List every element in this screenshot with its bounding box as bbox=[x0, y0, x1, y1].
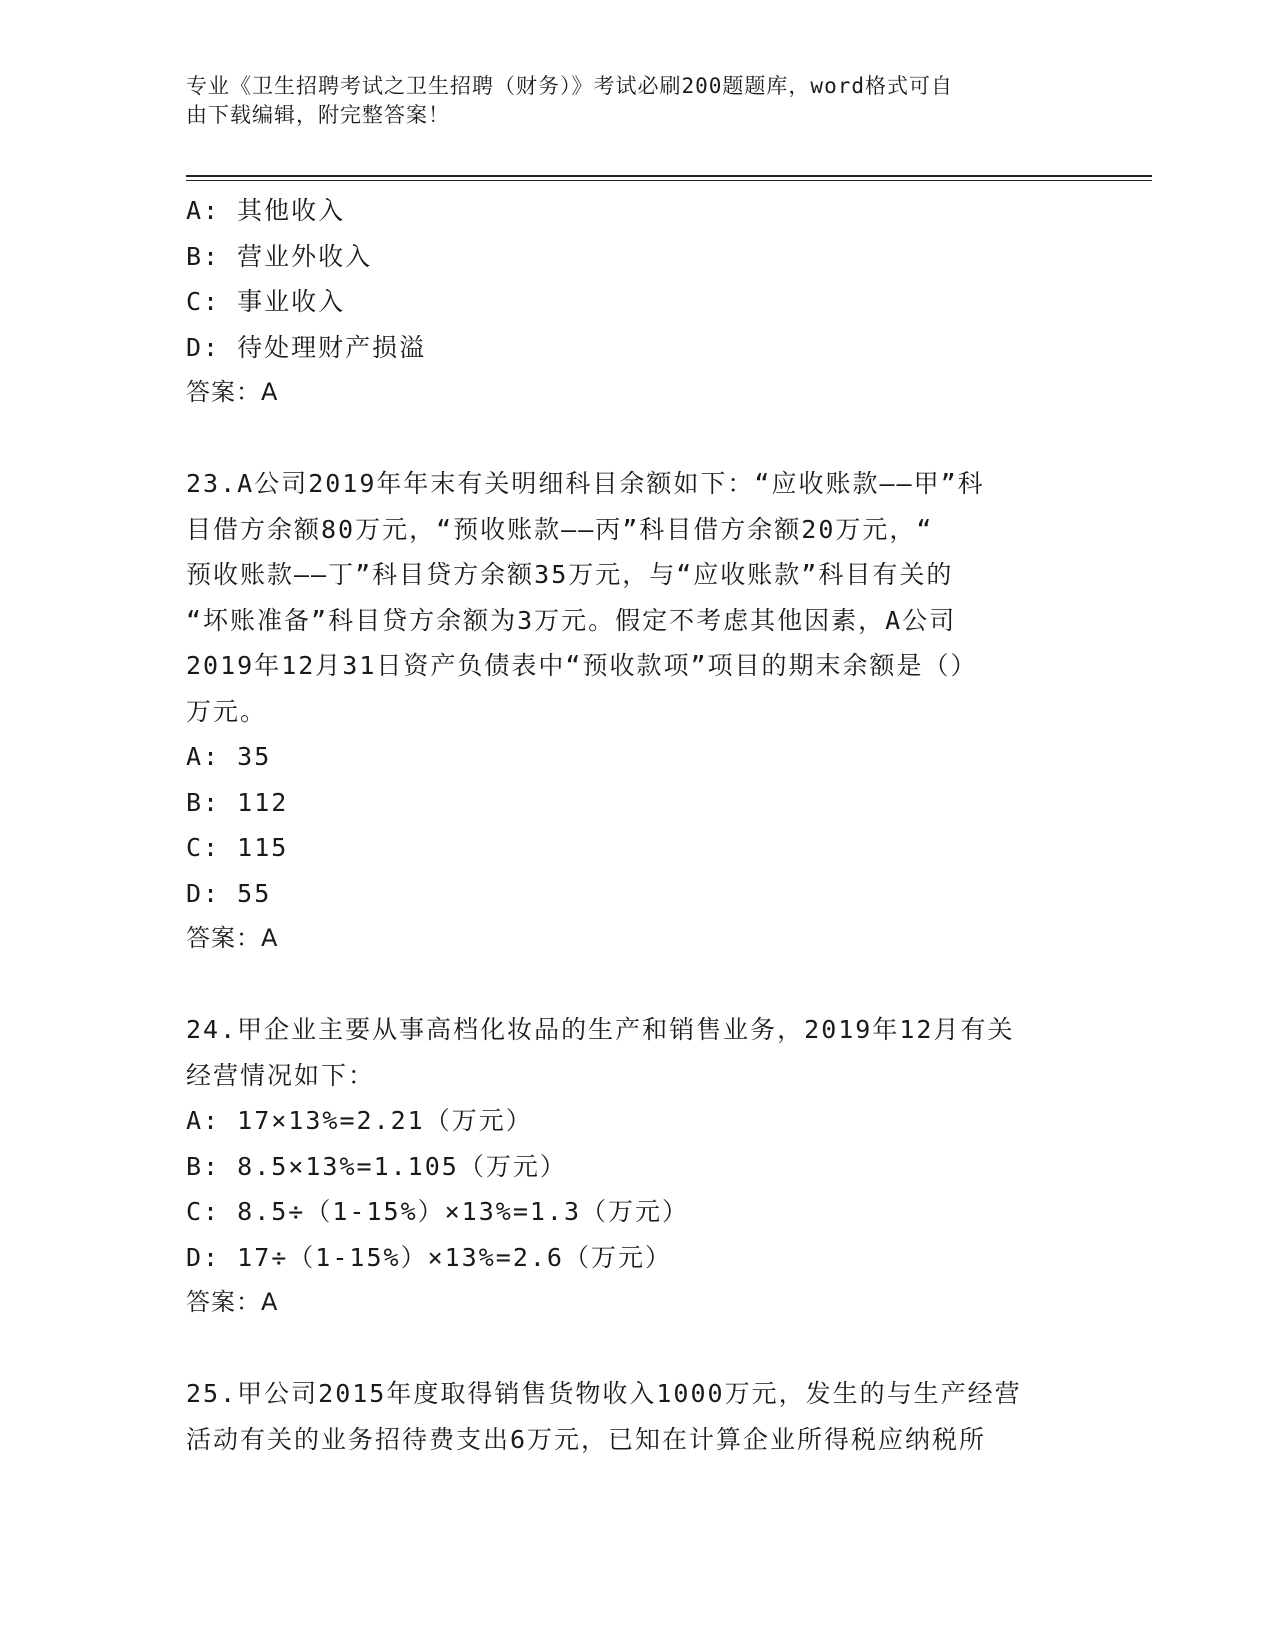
option-b: B: 8.5×13%=1.105（万元） bbox=[186, 1151, 567, 1181]
option-c: C: 8.5÷（1-15%）×13%=1.3（万元） bbox=[186, 1197, 690, 1226]
question-text bbox=[186, 1007, 1066, 1098]
option-a: A: 17×13%=2.21（万元） bbox=[186, 1106, 533, 1135]
question-line: 2019年12月31日资产负债表中“预收款项”项目的期末余额是（） bbox=[186, 651, 978, 680]
option-a: A: 其他收入 bbox=[186, 196, 346, 225]
question-line: 24.甲企业主要从事高档化妆品的生产和销售业务，2019年12月有关 bbox=[186, 1015, 1015, 1044]
option-b: B: 营业外收入 bbox=[186, 241, 373, 271]
spacer bbox=[186, 416, 1086, 462]
answer-line: 答案：A bbox=[186, 924, 279, 952]
option-a: A: 35 bbox=[186, 742, 272, 771]
document-body bbox=[186, 188, 1086, 1462]
document-header bbox=[186, 72, 1066, 130]
question-line: 活动有关的业务招待费支出6万元，已知在计算企业所得税应纳税所 bbox=[186, 1424, 987, 1454]
question-text bbox=[186, 461, 1066, 734]
option-c: C: 115 bbox=[186, 833, 289, 862]
question-line: 目借方余额80万元，“预收账款——丙”科目借方余额20万元，“ bbox=[186, 514, 934, 544]
spacer bbox=[186, 1326, 1086, 1372]
spacer bbox=[186, 962, 1086, 1008]
header-rule-thin bbox=[186, 180, 1152, 181]
question-line: 23.A公司2019年年末有关明细科目余额如下：“应收账款——甲”科 bbox=[186, 469, 985, 498]
question-line: “坏账准备”科目贷方余额为3万元。假定不考虑其他因素，A公司 bbox=[186, 605, 957, 635]
header-rule-thick bbox=[186, 175, 1152, 177]
question-line: 25.甲公司2015年度取得销售货物收入1000万元，发生的与生产经营 bbox=[186, 1379, 1022, 1408]
header-line-1: 专业《卫生招聘考试之卫生招聘（财务）》考试必刷200题题库，word格式可自 bbox=[186, 74, 953, 98]
header-line-2: 由下载编辑，附完整答案！ bbox=[186, 103, 450, 127]
option-d: D: 待处理财产损溢 bbox=[186, 332, 427, 362]
question-23 bbox=[186, 461, 1086, 962]
question-line: 万元。 bbox=[186, 696, 268, 726]
option-b: B: 112 bbox=[186, 787, 289, 817]
question-22 bbox=[186, 188, 1086, 416]
question-25 bbox=[186, 1371, 1086, 1462]
question-24 bbox=[186, 1007, 1086, 1326]
option-d: D: 55 bbox=[186, 878, 272, 908]
question-text bbox=[186, 1371, 1066, 1462]
question-line: 预收账款——丁”科目贷方余额35万元，与“应收账款”科目有关的 bbox=[186, 560, 954, 589]
question-line: 经营情况如下： bbox=[186, 1060, 376, 1090]
option-c: C: 事业收入 bbox=[186, 287, 346, 316]
answer-line: 答案：A bbox=[186, 1288, 279, 1316]
answer-line: 答案：A bbox=[186, 378, 279, 406]
option-d: D: 17÷（1-15%）×13%=2.6（万元） bbox=[186, 1242, 672, 1272]
